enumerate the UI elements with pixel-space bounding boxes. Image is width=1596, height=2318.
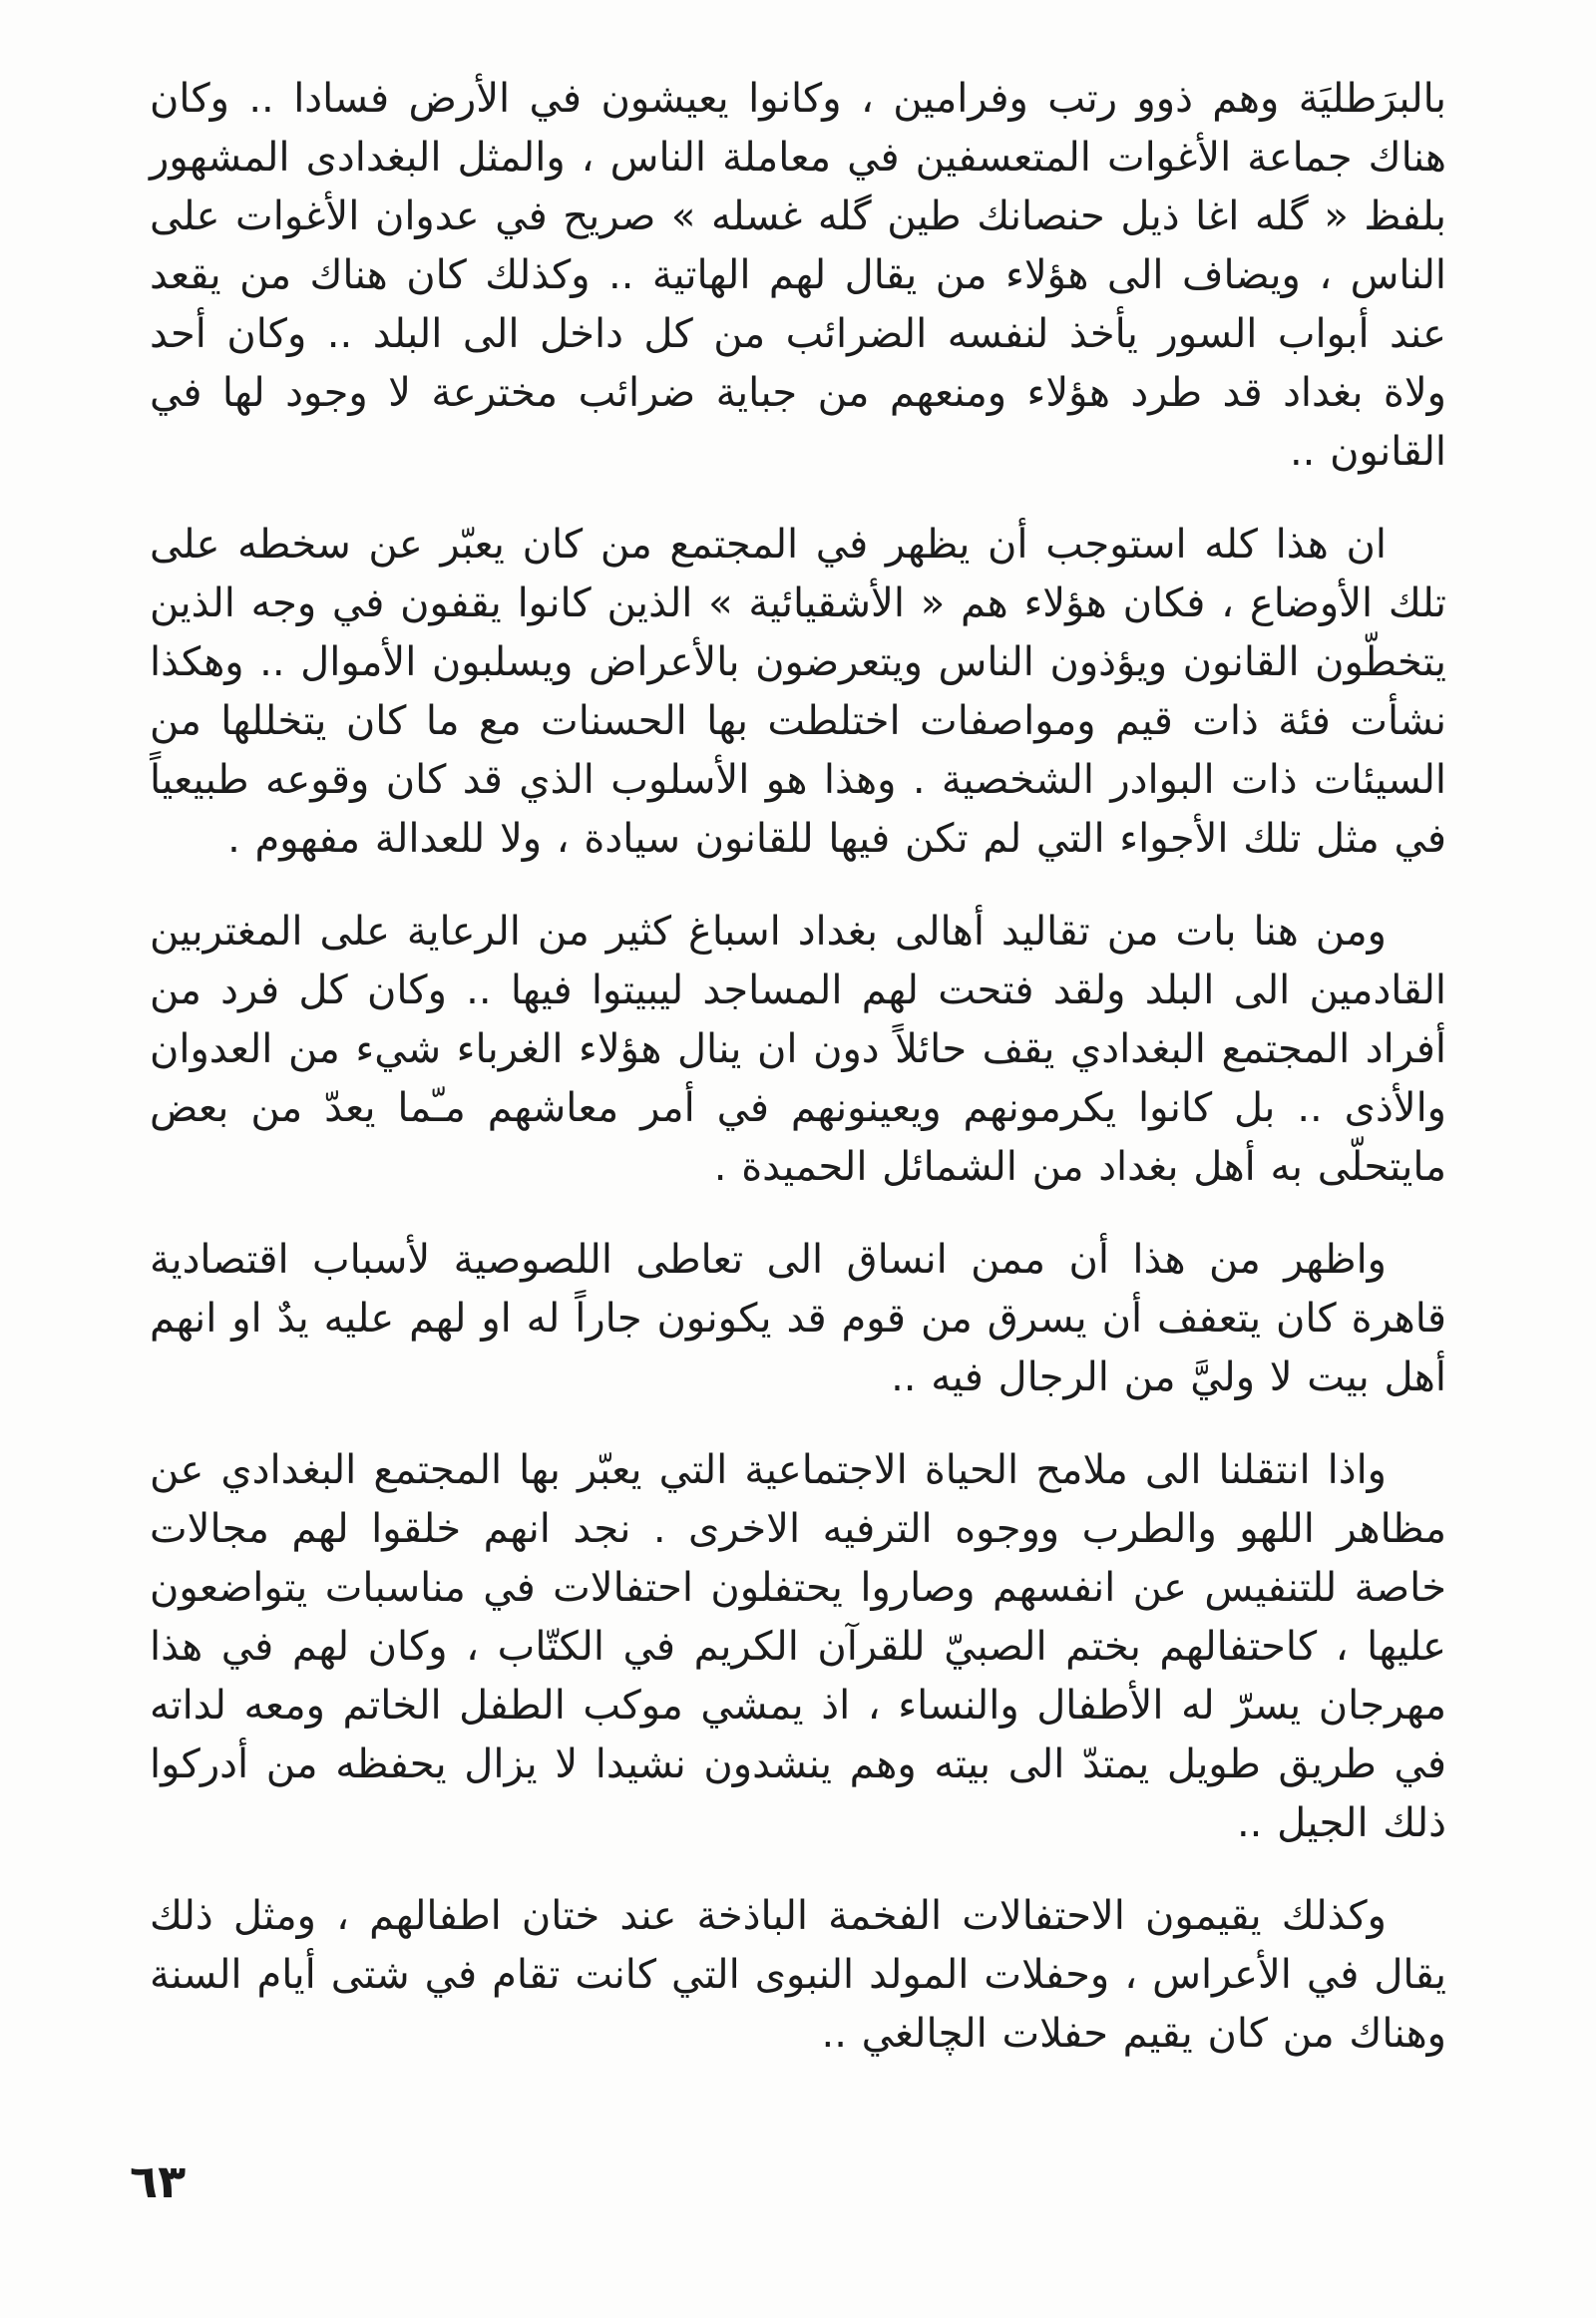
paragraph-5: واذا انتقلنا الى ملامح الحياة الاجتماعية التي يعبّر بها المجتمع البغدادي عن مظاهر اللهو والطرب ووجوه الترفيه الاخرى . نجد انهم خلقوا لهم مجالات خاصة للتنفيس عن انفسهم وصاروا يحتفلون احتفالات في مناسبات يتواضعون عليها ، كاحتفالهم بختم الصبيّ للقرآن الكريم في الكتّاب ، وكان لهم في هذا مهرجان يسرّ له الأطفال والنساء ، اذ يمشي موكب الطفل الخاتم ومعه لداته في طريق طويل يمتدّ الى بيته وهم ينشدون نشيدا لا يزال يحفظه من أدركوا ذلك الجيل ..: [150, 1447, 1446, 1846]
body-text: [150, 70, 1446, 2098]
paragraph-2: ان هذا كله استوجب أن يظهر في المجتمع من كان يعبّر عن سخطه على تلك الأوضاع ، فكان هؤلاء هم « الأشقيائية » الذين كانوا يقفون في وجه الذين يتخطّون القانون ويؤذون الناس ويتعرضون بالأعراض ويسلبون الأموال .. وهكذا نشأت فئة ذات قيم ومواصفات اختلطت بها الحسنات مع ما كان يتخللها من السيئات ذات البوادر الشخصية . وهذا هو الأسلوب الذي قد كان وقوعه طبيعياً في مثل تلك الأجواء التي لم تكن فيها للقانون سيادة ، ولا للعدالة مفهوم .: [150, 522, 1446, 862]
paragraph-4: واظهر من هذا أن ممن انساق الى تعاطى اللصوصية لأسباب اقتصادية قاهرة كان يتعفف أن يسرق من قوم قد يكونون جاراً له او لهم عليه يدٌ او انهم أهل بيت لا وليَّ من الرجال فيه ..: [150, 1237, 1446, 1400]
paragraph-3: ومن هنا بات من تقاليد أهالى بغداد اسباغ كثير من الرعاية على المغتربين القادمين الى البلد ولقد فتحت لهم المساجد ليبيتوا فيها .. وكان كل فرد من أفراد المجتمع البغدادي يقف حائلاً دون ان ينال هؤلاء الغرباء شيء من العدوان والأذى .. بل كانوا يكرمونهم ويعينونهم في أمر معاشهم مـّما يعدّ من بعض مايتحلّى به أهل بغداد من الشمائل الحميدة .: [150, 909, 1446, 1190]
paragraph-1: بالبرَطليَة وهم ذوو رتب وفرامين ، وكانوا يعيشون في الأرض فسادا .. وكان هناك جماعة الأغوات المتعسفين في معاملة الناس ، والمثل البغدادى المشهور بلفظ « گله اغا ذيل حنصانك طين گله غسله » صريح في عدوان الأغوات على الناس ، ويضاف الى هؤلاء من يقال لهم الهاتية .. وكذلك كان هناك من يقعد عند أبواب السور يأخذ لنفسه الضرائب من كل داخل الى البلد .. وكان أحد ولاة بغداد قد طرد هؤلاء ومنعهم من جباية ضرائب مخترعة لا وجود لها في القانون ..: [150, 76, 1446, 475]
page-number: ٦٣: [130, 2154, 187, 2208]
paragraph-6: وكذلك يقيمون الاحتفالات الفخمة الباذخة عند ختان اطفالهم ، ومثل ذلك يقال في الأعراس ، وحفلات المولد النبوى التي كانت تقام في شتى أيام السنة وهناك من كان يقيم حفلات الچالغي ..: [150, 1893, 1446, 2057]
